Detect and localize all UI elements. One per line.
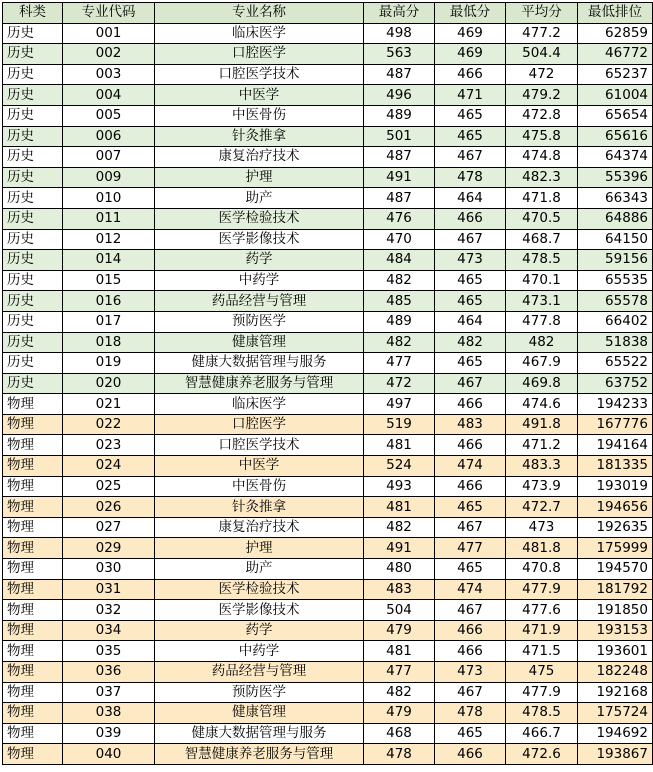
cell-min-rank: 167776 [578, 414, 653, 435]
cell-avg-score: 471.2 [506, 435, 578, 456]
cell-major-code: 022 [63, 414, 155, 435]
cell-min-rank: 194692 [578, 723, 653, 744]
table-row [3, 208, 653, 229]
cell-major-code: 014 [63, 250, 155, 271]
table-row [3, 662, 653, 683]
cell-major-name: 医学影像技术 [155, 229, 364, 250]
cell-max-score: 491 [364, 167, 435, 188]
cell-min-rank: 46772 [578, 44, 653, 65]
cell-max-score: 472 [364, 373, 435, 394]
cell-subject-type: 历史 [3, 353, 63, 374]
cell-avg-score: 470.8 [506, 559, 578, 580]
cell-subject-type: 物理 [3, 476, 63, 497]
table-row [3, 270, 653, 291]
table-row [3, 682, 653, 703]
table-row [3, 85, 653, 106]
header-row [3, 3, 653, 24]
cell-major-code: 018 [63, 332, 155, 353]
cell-avg-score: 504.4 [506, 44, 578, 65]
table-row [3, 559, 653, 580]
cell-min-rank: 175999 [578, 538, 653, 559]
cell-major-code: 005 [63, 105, 155, 126]
cell-subject-type: 历史 [3, 208, 63, 229]
cell-max-score: 479 [364, 620, 435, 641]
cell-major-code: 027 [63, 517, 155, 538]
cell-avg-score: 477.2 [506, 23, 578, 44]
table-row [3, 167, 653, 188]
cell-min-score: 466 [435, 641, 506, 662]
cell-major-code: 030 [63, 559, 155, 580]
cell-major-code: 015 [63, 270, 155, 291]
cell-max-score: 477 [364, 353, 435, 374]
cell-min-rank: 194233 [578, 394, 653, 415]
cell-min-rank: 181792 [578, 579, 653, 600]
cell-major-code: 024 [63, 456, 155, 477]
cell-max-score: 482 [364, 270, 435, 291]
cell-major-code: 037 [63, 682, 155, 703]
cell-max-score: 479 [364, 703, 435, 724]
cell-max-score: 489 [364, 105, 435, 126]
cell-major-name: 中医骨伤 [155, 476, 364, 497]
cell-min-rank: 66343 [578, 188, 653, 209]
cell-subject-type: 物理 [3, 559, 63, 580]
cell-major-name: 药品经营与管理 [155, 662, 364, 683]
cell-min-score: 466 [435, 744, 506, 765]
cell-max-score: 482 [364, 517, 435, 538]
cell-major-code: 032 [63, 600, 155, 621]
cell-min-rank: 59156 [578, 250, 653, 271]
table-row [3, 105, 653, 126]
cell-subject-type: 物理 [3, 744, 63, 765]
cell-min-score: 483 [435, 414, 506, 435]
cell-avg-score: 472.7 [506, 497, 578, 518]
cell-subject-type: 物理 [3, 579, 63, 600]
cell-min-score: 466 [435, 64, 506, 85]
cell-subject-type: 历史 [3, 167, 63, 188]
cell-avg-score: 470.1 [506, 270, 578, 291]
cell-min-score: 473 [435, 662, 506, 683]
cell-major-name: 健康管理 [155, 332, 364, 353]
cell-major-name: 针灸推拿 [155, 497, 364, 518]
cell-min-rank: 65578 [578, 291, 653, 312]
table-row [3, 620, 653, 641]
table-row [3, 64, 653, 85]
cell-major-code: 012 [63, 229, 155, 250]
cell-min-rank: 64374 [578, 147, 653, 168]
cell-max-score: 481 [364, 497, 435, 518]
cell-min-score: 469 [435, 23, 506, 44]
cell-max-score: 524 [364, 456, 435, 477]
cell-min-score: 465 [435, 353, 506, 374]
cell-max-score: 489 [364, 311, 435, 332]
cell-subject-type: 物理 [3, 662, 63, 683]
cell-major-name: 药学 [155, 620, 364, 641]
table-row [3, 497, 653, 518]
cell-min-score: 465 [435, 291, 506, 312]
cell-max-score: 476 [364, 208, 435, 229]
cell-avg-score: 471.8 [506, 188, 578, 209]
cell-avg-score: 473 [506, 517, 578, 538]
table-row [3, 538, 653, 559]
table-row [3, 456, 653, 477]
table-row [3, 229, 653, 250]
cell-min-score: 465 [435, 105, 506, 126]
cell-avg-score: 473.9 [506, 476, 578, 497]
cell-major-name: 康复治疗技术 [155, 147, 364, 168]
cell-major-name: 健康大数据管理与服务 [155, 353, 364, 374]
cell-max-score: 482 [364, 682, 435, 703]
table-row [3, 517, 653, 538]
cell-min-rank: 194656 [578, 497, 653, 518]
table-body [3, 23, 653, 764]
cell-avg-score: 472 [506, 64, 578, 85]
cell-major-name: 健康管理 [155, 703, 364, 724]
cell-avg-score: 481.8 [506, 538, 578, 559]
cell-min-rank: 192168 [578, 682, 653, 703]
cell-max-score: 478 [364, 744, 435, 765]
cell-avg-score: 472.6 [506, 744, 578, 765]
cell-subject-type: 历史 [3, 291, 63, 312]
table-row [3, 579, 653, 600]
cell-min-score: 474 [435, 456, 506, 477]
table-row [3, 23, 653, 44]
cell-max-score: 484 [364, 250, 435, 271]
table-row [3, 723, 653, 744]
cell-min-rank: 65654 [578, 105, 653, 126]
cell-avg-score: 469.8 [506, 373, 578, 394]
cell-min-rank: 65616 [578, 126, 653, 147]
cell-subject-type: 物理 [3, 435, 63, 456]
cell-subject-type: 物理 [3, 456, 63, 477]
cell-min-score: 473 [435, 250, 506, 271]
cell-min-score: 464 [435, 188, 506, 209]
table-row [3, 188, 653, 209]
cell-min-rank: 65522 [578, 353, 653, 374]
table-row [3, 126, 653, 147]
table-row [3, 641, 653, 662]
cell-major-code: 029 [63, 538, 155, 559]
cell-avg-score: 482 [506, 332, 578, 353]
cell-min-score: 471 [435, 85, 506, 106]
cell-major-name: 临床医学 [155, 394, 364, 415]
cell-min-rank: 66402 [578, 311, 653, 332]
cell-max-score: 482 [364, 332, 435, 353]
cell-max-score: 468 [364, 723, 435, 744]
cell-avg-score: 482.3 [506, 167, 578, 188]
cell-min-score: 467 [435, 147, 506, 168]
cell-major-name: 助产 [155, 559, 364, 580]
cell-max-score: 480 [364, 559, 435, 580]
cell-min-rank: 193601 [578, 641, 653, 662]
cell-max-score: 487 [364, 188, 435, 209]
cell-subject-type: 物理 [3, 620, 63, 641]
cell-subject-type: 历史 [3, 85, 63, 106]
table-row [3, 394, 653, 415]
cell-subject-type: 历史 [3, 373, 63, 394]
table-row [3, 414, 653, 435]
cell-major-code: 001 [63, 23, 155, 44]
cell-major-name: 医学检验技术 [155, 208, 364, 229]
cell-min-score: 465 [435, 126, 506, 147]
cell-max-score: 504 [364, 600, 435, 621]
cell-avg-score: 474.6 [506, 394, 578, 415]
cell-min-score: 478 [435, 167, 506, 188]
cell-major-name: 护理 [155, 167, 364, 188]
cell-avg-score: 467.9 [506, 353, 578, 374]
cell-max-score: 491 [364, 538, 435, 559]
cell-subject-type: 历史 [3, 64, 63, 85]
cell-major-name: 智慧健康养老服务与管理 [155, 744, 364, 765]
cell-min-score: 464 [435, 311, 506, 332]
cell-min-rank: 182248 [578, 662, 653, 683]
cell-major-code: 023 [63, 435, 155, 456]
cell-subject-type: 历史 [3, 188, 63, 209]
cell-avg-score: 475 [506, 662, 578, 683]
cell-subject-type: 历史 [3, 332, 63, 353]
cell-major-code: 034 [63, 620, 155, 641]
cell-subject-type: 物理 [3, 600, 63, 621]
cell-min-rank: 55396 [578, 167, 653, 188]
cell-avg-score: 491.8 [506, 414, 578, 435]
cell-max-score: 501 [364, 126, 435, 147]
table-row [3, 435, 653, 456]
cell-major-code: 004 [63, 85, 155, 106]
table-row [3, 353, 653, 374]
cell-avg-score: 472.8 [506, 105, 578, 126]
cell-min-score: 467 [435, 682, 506, 703]
cell-min-rank: 181335 [578, 456, 653, 477]
cell-major-name: 针灸推拿 [155, 126, 364, 147]
admission-score-table [2, 2, 653, 765]
cell-min-rank: 65237 [578, 64, 653, 85]
header-major-code: 专业代码 [63, 3, 155, 24]
cell-major-name: 临床医学 [155, 23, 364, 44]
cell-major-code: 016 [63, 291, 155, 312]
cell-max-score: 493 [364, 476, 435, 497]
cell-major-code: 010 [63, 188, 155, 209]
cell-subject-type: 历史 [3, 126, 63, 147]
cell-major-code: 026 [63, 497, 155, 518]
table-row [3, 373, 653, 394]
table-row [3, 332, 653, 353]
cell-major-code: 020 [63, 373, 155, 394]
cell-min-score: 467 [435, 229, 506, 250]
cell-major-code: 039 [63, 723, 155, 744]
cell-subject-type: 历史 [3, 147, 63, 168]
cell-max-score: 481 [364, 435, 435, 456]
cell-min-score: 465 [435, 497, 506, 518]
cell-major-code: 031 [63, 579, 155, 600]
cell-avg-score: 471.5 [506, 641, 578, 662]
cell-min-rank: 62859 [578, 23, 653, 44]
cell-major-name: 药品经营与管理 [155, 291, 364, 312]
cell-avg-score: 470.5 [506, 208, 578, 229]
cell-subject-type: 物理 [3, 682, 63, 703]
table-row [3, 291, 653, 312]
cell-max-score: 497 [364, 394, 435, 415]
cell-min-score: 466 [435, 476, 506, 497]
cell-major-name: 医学检验技术 [155, 579, 364, 600]
cell-major-code: 006 [63, 126, 155, 147]
cell-min-rank: 194164 [578, 435, 653, 456]
cell-major-name: 中医学 [155, 85, 364, 106]
cell-min-score: 469 [435, 44, 506, 65]
cell-max-score: 477 [364, 662, 435, 683]
cell-major-name: 药学 [155, 250, 364, 271]
table-row [3, 44, 653, 65]
cell-min-score: 478 [435, 703, 506, 724]
table-row [3, 744, 653, 765]
cell-subject-type: 物理 [3, 517, 63, 538]
cell-min-score: 465 [435, 270, 506, 291]
cell-min-score: 477 [435, 538, 506, 559]
cell-major-name: 口腔医学技术 [155, 435, 364, 456]
cell-min-score: 466 [435, 394, 506, 415]
cell-avg-score: 474.8 [506, 147, 578, 168]
cell-avg-score: 477.8 [506, 311, 578, 332]
cell-major-code: 011 [63, 208, 155, 229]
header-min-score: 最低分 [435, 3, 506, 24]
cell-subject-type: 历史 [3, 270, 63, 291]
cell-max-score: 519 [364, 414, 435, 435]
cell-major-code: 035 [63, 641, 155, 662]
cell-min-score: 467 [435, 600, 506, 621]
cell-avg-score: 483.3 [506, 456, 578, 477]
header-max-score: 最高分 [364, 3, 435, 24]
cell-major-code: 038 [63, 703, 155, 724]
cell-major-name: 医学影像技术 [155, 600, 364, 621]
cell-min-score: 482 [435, 332, 506, 353]
cell-major-name: 预防医学 [155, 682, 364, 703]
cell-min-rank: 193019 [578, 476, 653, 497]
cell-min-rank: 64886 [578, 208, 653, 229]
cell-major-name: 康复治疗技术 [155, 517, 364, 538]
cell-subject-type: 物理 [3, 538, 63, 559]
cell-min-score: 467 [435, 517, 506, 538]
cell-avg-score: 478.5 [506, 703, 578, 724]
cell-max-score: 498 [364, 23, 435, 44]
cell-min-rank: 191850 [578, 600, 653, 621]
cell-major-code: 025 [63, 476, 155, 497]
cell-subject-type: 历史 [3, 105, 63, 126]
table-row [3, 600, 653, 621]
cell-subject-type: 物理 [3, 394, 63, 415]
cell-avg-score: 478.5 [506, 250, 578, 271]
cell-max-score: 487 [364, 147, 435, 168]
cell-avg-score: 477.9 [506, 579, 578, 600]
cell-major-code: 007 [63, 147, 155, 168]
cell-min-score: 466 [435, 208, 506, 229]
cell-major-name: 健康大数据管理与服务 [155, 723, 364, 744]
cell-subject-type: 物理 [3, 497, 63, 518]
cell-major-name: 护理 [155, 538, 364, 559]
cell-max-score: 481 [364, 641, 435, 662]
cell-major-name: 中医骨伤 [155, 105, 364, 126]
cell-max-score: 483 [364, 579, 435, 600]
cell-major-name: 口腔医学技术 [155, 64, 364, 85]
cell-avg-score: 473.1 [506, 291, 578, 312]
cell-avg-score: 479.2 [506, 85, 578, 106]
cell-max-score: 470 [364, 229, 435, 250]
cell-min-rank: 193153 [578, 620, 653, 641]
table-row [3, 147, 653, 168]
cell-major-code: 019 [63, 353, 155, 374]
cell-max-score: 563 [364, 44, 435, 65]
table-row [3, 311, 653, 332]
cell-min-rank: 192635 [578, 517, 653, 538]
cell-avg-score: 477.9 [506, 682, 578, 703]
cell-min-rank: 51838 [578, 332, 653, 353]
cell-min-score: 466 [435, 435, 506, 456]
cell-avg-score: 477.6 [506, 600, 578, 621]
cell-major-name: 预防医学 [155, 311, 364, 332]
cell-max-score: 496 [364, 85, 435, 106]
cell-major-name: 中药学 [155, 641, 364, 662]
header-min-rank: 最低排位 [578, 3, 653, 24]
cell-avg-score: 466.7 [506, 723, 578, 744]
table-row [3, 703, 653, 724]
cell-subject-type: 历史 [3, 23, 63, 44]
cell-major-code: 002 [63, 44, 155, 65]
cell-subject-type: 物理 [3, 703, 63, 724]
cell-subject-type: 物理 [3, 641, 63, 662]
cell-min-score: 465 [435, 559, 506, 580]
table-row [3, 476, 653, 497]
cell-subject-type: 历史 [3, 229, 63, 250]
cell-min-rank: 61004 [578, 85, 653, 106]
cell-major-name: 口腔医学 [155, 414, 364, 435]
cell-min-rank: 194570 [578, 559, 653, 580]
header-avg-score: 平均分 [506, 3, 578, 24]
cell-min-score: 466 [435, 620, 506, 641]
cell-major-code: 040 [63, 744, 155, 765]
cell-avg-score: 475.8 [506, 126, 578, 147]
cell-subject-type: 历史 [3, 311, 63, 332]
cell-min-score: 474 [435, 579, 506, 600]
cell-min-rank: 193867 [578, 744, 653, 765]
cell-min-rank: 175724 [578, 703, 653, 724]
cell-major-name: 中药学 [155, 270, 364, 291]
cell-min-rank: 63752 [578, 373, 653, 394]
header-major-name: 专业名称 [155, 3, 364, 24]
header-subject-type: 科类 [3, 3, 63, 24]
cell-subject-type: 物理 [3, 723, 63, 744]
cell-major-name: 助产 [155, 188, 364, 209]
cell-subject-type: 物理 [3, 414, 63, 435]
cell-avg-score: 471.9 [506, 620, 578, 641]
cell-major-name: 口腔医学 [155, 44, 364, 65]
cell-min-rank: 64150 [578, 229, 653, 250]
cell-min-rank: 65535 [578, 270, 653, 291]
cell-subject-type: 历史 [3, 44, 63, 65]
cell-major-code: 009 [63, 167, 155, 188]
cell-max-score: 485 [364, 291, 435, 312]
cell-major-name: 中医学 [155, 456, 364, 477]
cell-major-code: 021 [63, 394, 155, 415]
cell-major-code: 017 [63, 311, 155, 332]
cell-major-name: 智慧健康养老服务与管理 [155, 373, 364, 394]
cell-major-code: 036 [63, 662, 155, 683]
cell-subject-type: 历史 [3, 250, 63, 271]
table-row [3, 250, 653, 271]
cell-min-score: 465 [435, 723, 506, 744]
cell-max-score: 487 [364, 64, 435, 85]
cell-min-score: 467 [435, 373, 506, 394]
cell-avg-score: 468.7 [506, 229, 578, 250]
cell-major-code: 003 [63, 64, 155, 85]
